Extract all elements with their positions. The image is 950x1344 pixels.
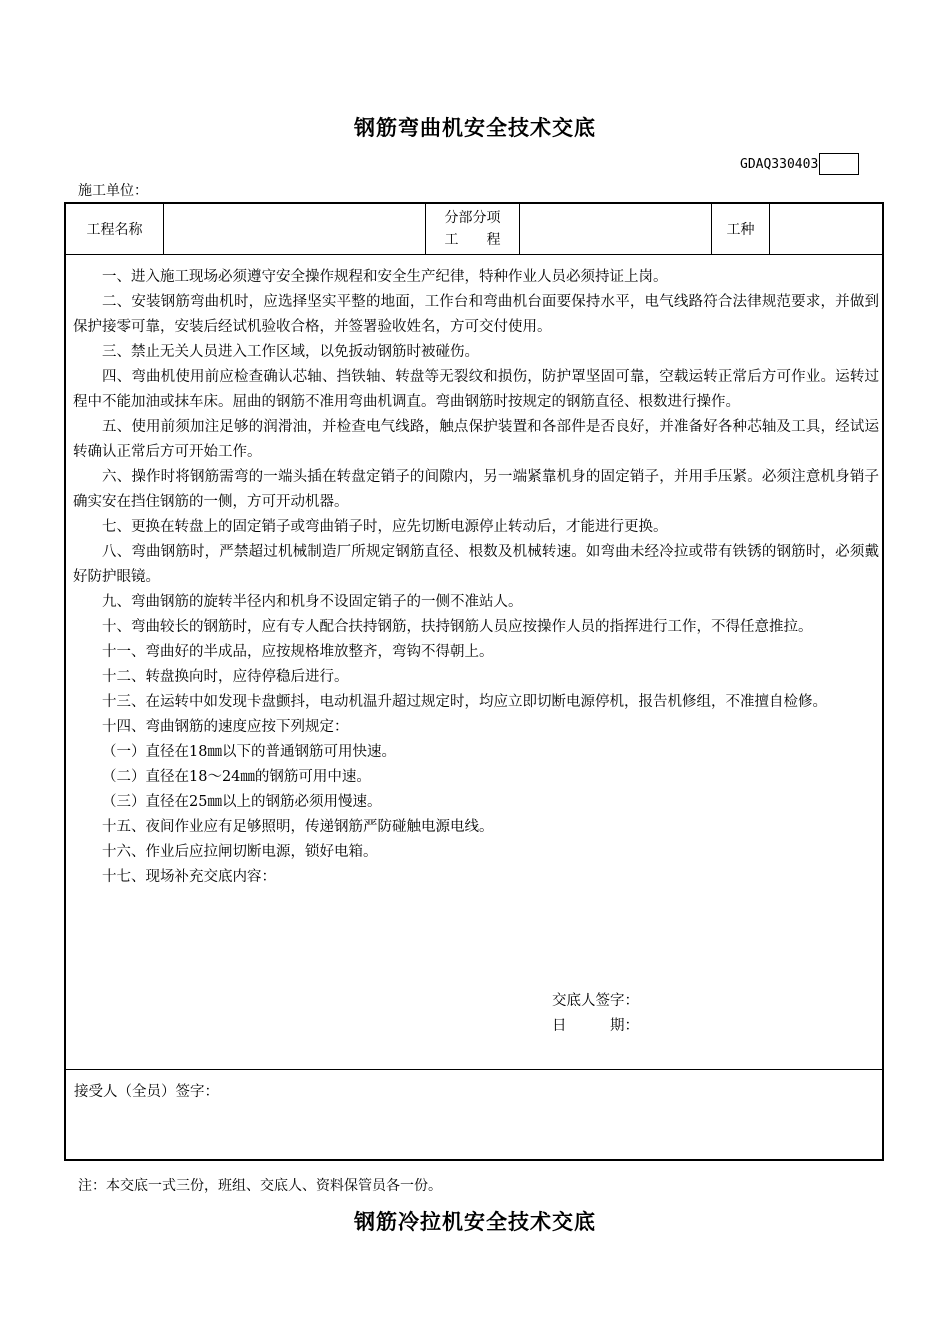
next-document-title: 钢筋冷拉机安全技术交底	[354, 1210, 596, 1234]
sub-project-label-line2: 工 程	[444, 232, 501, 248]
project-name-label: 工程名称	[66, 204, 164, 254]
content-item: （一）直径在18㎜以下的普通钢筋可用快速。	[102, 744, 396, 760]
content-item: 一、进入施工现场必须遵守安全操作规程和安全生产纪律，特种作业人员必须持证上岗。	[102, 269, 668, 285]
content-item: 十、弯曲较长的钢筋时，应有专人配合扶持钢筋，扶持钢筋人员应按操作人员的指挥进行工作，不得任意推拉。	[102, 619, 813, 635]
project-name-field[interactable]	[164, 204, 426, 254]
content-item: 十二、转盘换向时，应待停稳后进行。	[102, 669, 349, 685]
document-code	[740, 153, 859, 175]
content-item: （三）直径在25㎜以上的钢筋必须用慢速。	[102, 794, 382, 810]
content-item: 十七、现场补充交底内容：	[102, 869, 276, 885]
form-header-row	[66, 204, 882, 255]
document-title: 钢筋弯曲机安全技术交底	[354, 116, 596, 140]
trade-label: 工种	[712, 204, 770, 254]
sub-project-label-line1: 分部分项	[444, 210, 501, 226]
content-item: 十六、作业后应拉闸切断电源，锁好电箱。	[102, 844, 378, 860]
construction-unit-label: 施工单位：	[78, 183, 148, 199]
content-item: 十五、夜间作业应有足够照明，传递钢筋严防碰触电源电线。	[102, 819, 494, 835]
content-item: 二、安装钢筋弯曲机时，应选择坚实平整的地面，工作台和弯曲机台面要保持水平，电气线路符合法律规范要求，并做到保护接零可靠，安装后经试机验收合格，并签署验收姓名，方可交付使用。	[73, 294, 879, 335]
signer-signature-label: 交底人签字：	[552, 993, 639, 1009]
content-item: 八、弯曲钢筋时，严禁超过机械制造厂所规定钢筋直径、根数及机械转速。如弯曲未经冷拉或带有铁锈的钢筋时，必须戴好防护眼镜。	[73, 544, 879, 585]
content-item: 五、使用前须加注足够的润滑油，并检查电气线路，触点保护装置和各部件是否良好，并准备好各种芯轴及工具，经试运转确认正常后方可开始工作。	[73, 419, 879, 460]
content-item: 七、更换在转盘上的固定销子或弯曲销子时，应先切断电源停止转动后，才能进行更换。	[102, 519, 668, 535]
content-item: 十三、在运转中如发现卡盘颤抖，电动机温升超过规定时，均应立即切断电源停机，报告机修组，不准擅自检修。	[102, 694, 827, 710]
signature-date-label: 日 期：	[552, 1018, 639, 1034]
document-code-text: GDAQ330403	[740, 156, 819, 172]
content-item: 九、弯曲钢筋的旋转半径内和机身不设固定销子的一侧不准站人。	[102, 594, 523, 610]
footnote: 注：本交底一式三份，班组、交底人、资料保管员各一份。	[78, 1178, 442, 1194]
document-code-suffix-box	[819, 153, 859, 175]
disclosure-form	[64, 202, 884, 1161]
sub-project-label	[426, 204, 520, 254]
receiver-signature-label: 接受人（全员）签字：	[74, 1084, 219, 1100]
content-item: 六、操作时将钢筋需弯的一端头插在转盘定销子的间隙内，另一端紧靠机身的固定销子，并用手压紧。必须注意机身销子确实安在挡住钢筋的一侧，方可开动机器。	[73, 469, 879, 510]
content-item: 三、禁止无关人员进入工作区域，以免扳动钢筋时被碰伤。	[102, 344, 479, 360]
content-item: 十四、弯曲钢筋的速度应按下列规定：	[102, 719, 349, 735]
content-item: 十一、弯曲好的半成品，应按规格堆放整齐，弯钩不得朝上。	[102, 644, 494, 660]
content-item: （二）直径在18～24㎜的钢筋可用中速。	[102, 769, 371, 785]
content-item: 四、弯曲机使用前应检查确认芯轴、挡铁轴、转盘等无裂纹和损伤，防护罩坚固可靠，空载运转正常后方可作业。运转过程中不能加油或抹车床。屈曲的钢筋不准用弯曲机调直。弯曲钢筋时按规定的钢筋直径、根数进行操作。	[73, 369, 879, 410]
sub-project-field[interactable]	[520, 204, 712, 254]
trade-field[interactable]	[770, 204, 884, 254]
receiver-divider	[66, 1069, 882, 1070]
disclosure-content	[73, 265, 879, 890]
